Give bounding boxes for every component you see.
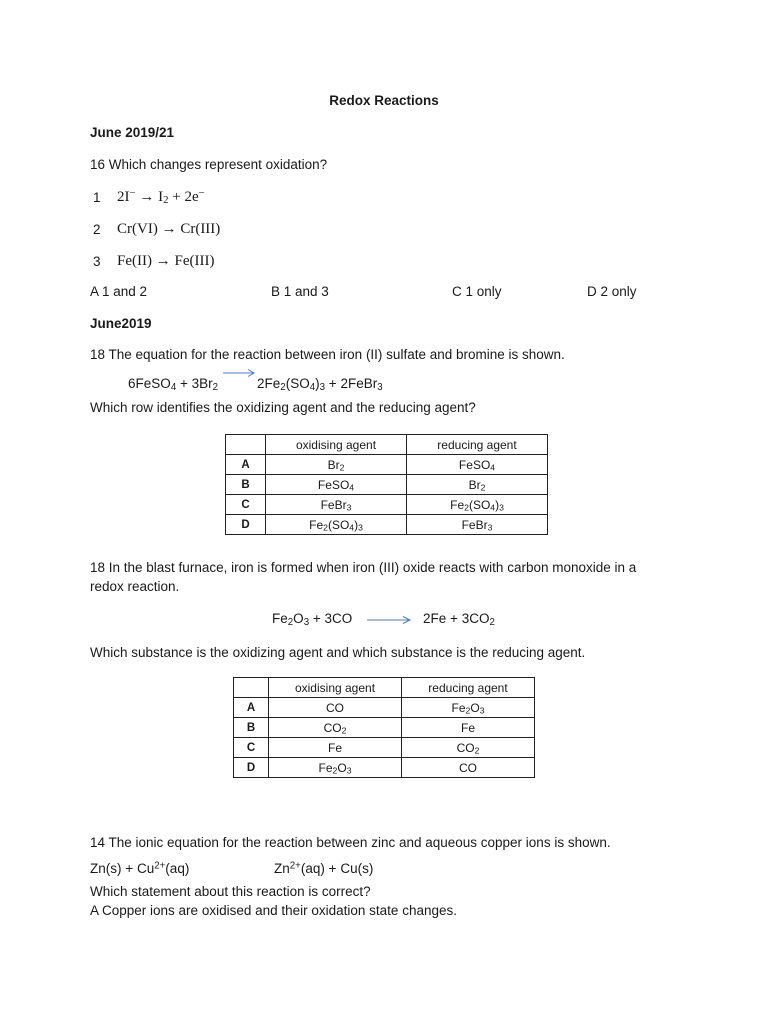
row-letter: B [226,475,266,495]
table-cell: $Br_2$ [407,475,548,495]
table-header-cell: reducing agent [407,435,548,455]
item-number-3: 3 [93,254,101,269]
row-letter: D [226,515,266,535]
table-row [226,495,548,515]
prompt-oxidizing-reducing-2: Which substance is the oxidizing agent and which substance is the reducing agent. [90,645,586,660]
table-cell: $Fe_2(SO_4)_3$ [407,495,548,515]
equation-3-rhs: $Zn^{2+}(aq) + Cu(s)$ [274,860,374,876]
prompt-oxidizing-reducing-1: Which row identifies the oxidizing agent and the reducing agent? [90,400,476,415]
table-cell: $Br_2$ [266,455,407,475]
item-2-equation: Cr(VI) → Cr(III) [117,221,221,237]
option-d: D 2 only [587,284,637,299]
section-heading-june-2019-21: June 2019/21 [90,125,175,140]
section-heading-june2019: June2019 [90,316,152,331]
answer-table-2 [233,677,535,778]
table-row [234,718,535,738]
equation-2-lhs: $Fe_2O_3 + 3CO$ [272,611,353,628]
option-a-copper-ions: A Copper ions are oxidised and their oxidation state changes. [90,903,457,918]
item-number-1: 1 [93,190,101,205]
table-cell: FeBr$_3$ [407,515,548,535]
row-letter: C [226,495,266,515]
question-18-blast-furnace-line2: redox reaction. [90,579,180,594]
table-cell: $CO_2$ [402,738,535,758]
equation-2-rhs: $2Fe + 3CO_2$ [423,611,495,628]
table-cell: FeSO$_4$ [407,455,548,475]
prompt-which-statement: Which statement about this reaction is correct? [90,884,371,899]
table-row [226,475,548,495]
table-cell: $Fe_2(SO_4)_3$ [266,515,407,535]
equation-1-rhs: $2Fe_2(SO_4)_3$ + 2FeBr$_3$ [257,376,383,393]
question-14-zinc-copper: 14 The ionic equation for the reaction between zinc and aqueous copper ions is shown. [90,835,611,850]
item-1-equation: $2I^- \to I_2 + 2e^-$ [117,187,205,207]
question-18-blast-furnace-line1: 18 In the blast furnace, iron is formed when iron (III) oxide reacts with carbon monoxide in a [90,560,637,575]
question-18-iron-sulfate: 18 The equation for the reaction between iron (II) sulfate and bromine is shown. [90,347,565,362]
table-cell: $Fe_2O_3$ [269,758,402,778]
item-3-equation: Fe(II) → Fe(III) [117,253,215,269]
table-header-row [234,678,535,698]
row-letter: D [234,758,269,778]
equation-1-lhs: 6FeSO$_4$ + $3Br_2$ [128,376,219,393]
table-cell: Fe [269,738,402,758]
reaction-arrow-icon [222,368,256,378]
table-cell: FeSO$_4$ [266,475,407,495]
answer-table-1 [225,434,548,535]
question-16: 16 Which changes represent oxidation? [90,157,328,172]
table-row [234,698,535,718]
row-letter: A [226,455,266,475]
table-row [234,738,535,758]
table-row [226,455,548,475]
equation-3-lhs: $Zn(s) + Cu^{2+}(aq)$ [90,860,190,876]
table-cell: CO [269,698,402,718]
table-header-cell [226,435,266,455]
table-header-row [226,435,548,455]
item-number-2: 2 [93,222,101,237]
row-letter: C [234,738,269,758]
table-cell: $Fe_2O_3$ [402,698,535,718]
reaction-arrow-icon [366,615,412,625]
table-cell: CO [402,758,535,778]
table-header-cell: oxidising agent [269,678,402,698]
table-row [234,758,535,778]
option-b: B 1 and 3 [271,284,329,299]
table-header-cell: oxidising agent [266,435,407,455]
table-row [226,515,548,535]
row-letter: A [234,698,269,718]
table-cell: Fe [402,718,535,738]
page-title: Redox Reactions [329,93,439,108]
table-header-cell: reducing agent [402,678,535,698]
option-c: C 1 only [452,284,502,299]
option-a: A 1 and 2 [90,284,148,299]
row-letter: B [234,718,269,738]
table-header-cell [234,678,269,698]
table-cell: $CO_2$ [269,718,402,738]
table-cell: FeBr$_3$ [266,495,407,515]
